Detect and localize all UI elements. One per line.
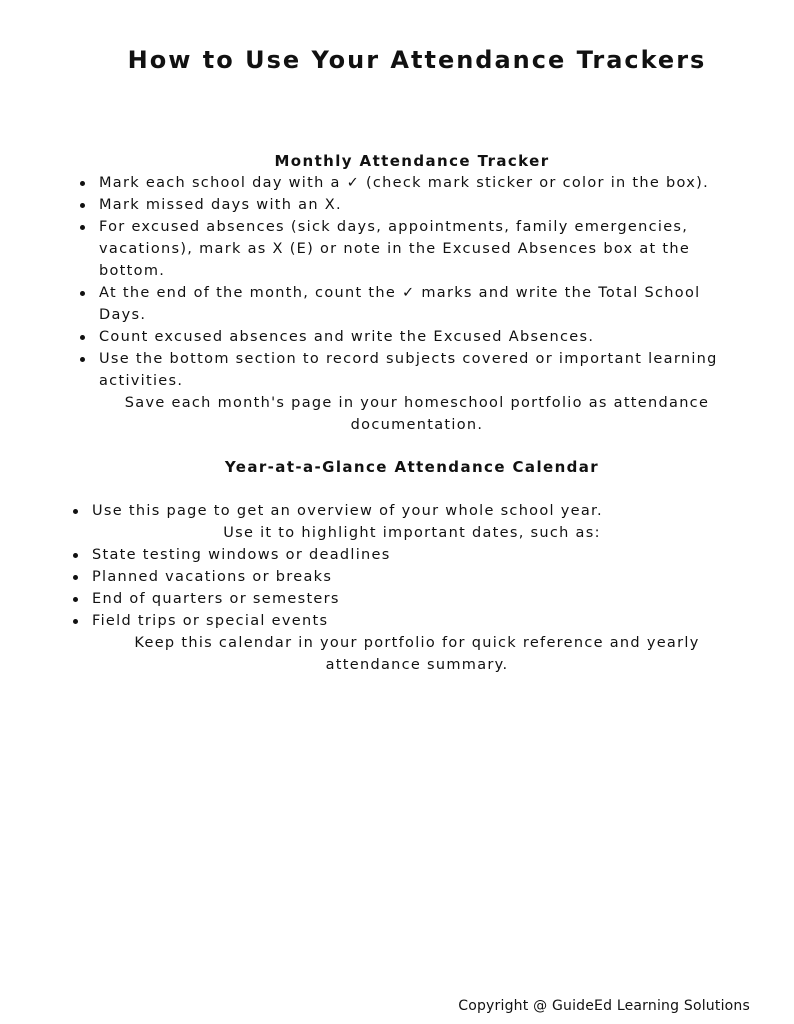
yearly-keep-note: Keep this calendar in your portfolio for quick reference and yearly attendance summary.	[134, 635, 700, 673]
monthly-tracker-heading: Monthly Attendance Tracker	[274, 152, 550, 170]
copyright-footer: Copyright @ GuideEd Learning Solutions	[458, 998, 750, 1014]
monthly-tracker-section	[0, 150, 794, 436]
list-item: Count excused absences and write the Excused Absences.	[0, 326, 794, 348]
page-title: How to Use Your Attendance Trackers	[127, 46, 707, 74]
list-item: Use the bottom section to record subjects covered or important learning activities.	[0, 348, 794, 392]
list-item: Planned vacations or breaks	[0, 566, 794, 588]
list-item: At the end of the month, count the ✓ marks and write the Total School Days.	[0, 282, 794, 326]
monthly-instructions-list	[0, 172, 794, 392]
list-item: Field trips or special events	[0, 610, 794, 632]
important-dates-list	[0, 544, 794, 632]
list-item: State testing windows or deadlines	[0, 544, 794, 566]
list-item: Mark missed days with an X.	[0, 194, 794, 216]
list-item: For excused absences (sick days, appointments, family emergencies, vacations), mark as X (E) or note in the Excused Absences box at the bottom.	[0, 216, 794, 282]
monthly-save-note: Save each month's page in your homeschool portfolio as attendance documentation.	[124, 395, 710, 433]
yearly-intro-list	[0, 500, 794, 522]
yearly-calendar-section	[0, 456, 794, 676]
yearly-calendar-heading: Year-at-a-Glance Attendance Calendar	[224, 458, 600, 476]
list-item: End of quarters or semesters	[0, 588, 794, 610]
list-item: Use this page to get an overview of your whole school year.	[0, 500, 794, 522]
highlight-dates-note: Use it to highlight important dates, such as:	[223, 525, 601, 541]
list-item: Mark each school day with a ✓ (check mark sticker or color in the box).	[0, 172, 794, 194]
